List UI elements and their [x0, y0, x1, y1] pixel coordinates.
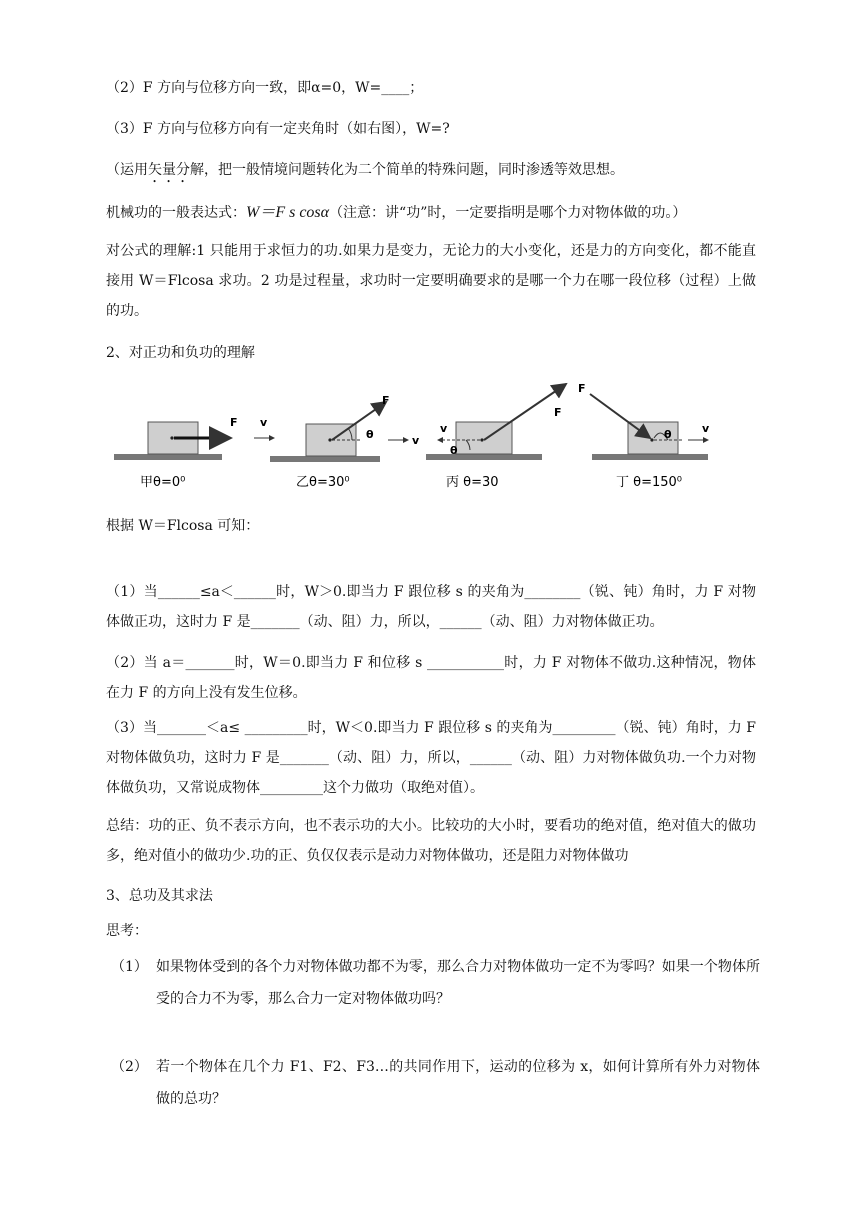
force-label: F [230, 416, 238, 429]
case-caption-ding: 丁 θ=150⁰ [616, 475, 683, 490]
center-dot [170, 436, 173, 439]
case-negative-paragraph: （3）当_______＜a≤ _________时，W＜0.即当力 F 跟位移 s 的夹角为_________（锐、钝）角时，力 F 对物体做负功，这时力 F 是_______（动、阻）力，所以，______（动、阻）力对物体做负功.一个力对物体做负功，又常说成物体_________这个力做功（取绝对值）。 [106, 720, 756, 796]
velocity-label: v [440, 422, 448, 435]
text-line-3 [106, 160, 624, 186]
case-jia [114, 416, 274, 490]
force-label: F [382, 394, 390, 407]
section-heading-2: 2、对正功和负功的理解 [106, 345, 255, 361]
summary-paragraph: 总结：功的正、负不表示方向，也不表示功的大小。比较功的大小时，要看功的绝对值，绝对值大的做功多，绝对值小的做功少.功的正、负仅仅表示是动力对物体做功，还是阻力对物体做功 [106, 818, 756, 864]
text-line-4 [106, 203, 686, 223]
force-angle-diagram [106, 378, 726, 498]
theta-label: θ [664, 428, 672, 441]
ground-bar [114, 454, 222, 460]
center-dot [328, 438, 331, 441]
case-zero-paragraph: （2）当 a＝_______时，W＝0.即当力 F 和位移 s ___________时，力 F 对物体不做功.这种情况，物体在力 F 的方向上没有发生位移。 [106, 655, 756, 701]
velocity-label: v [412, 434, 420, 447]
ground-bar [270, 456, 380, 462]
formula-understanding-paragraph: 对公式的理解:1 只能用于求恒力的功.如果力是变力，无论力的大小变化，还是力的方向变化，都不能直接用 W＝Flcosa 求功。2 功是过程量，求功时一定要明确要求的是哪一个力在哪一段位移（过程）上做的功。 [106, 243, 756, 319]
theta-label: θ [450, 444, 458, 457]
think-item-number-1: （1） [111, 959, 148, 975]
case-caption-jia: 甲θ=0⁰ [140, 475, 186, 490]
think-item-text-2: 若一个物体在几个力 F1、F2、F3…的共同作用下，运动的位移为 x，如何计算所有外力对物体做的总功？ [156, 1059, 760, 1107]
text-line-7: 根据 W＝Flcosa 可知： [106, 518, 260, 534]
force-label: F [554, 406, 562, 419]
emphasis-dotted-text: 矢量分 [148, 162, 190, 178]
work-formula: W＝F s cosα [246, 204, 330, 221]
ground-bar [426, 454, 542, 460]
force-arrow [590, 394, 650, 438]
text-segment: （注意：讲“功”时，一定要指明是哪个力对物体做的功。） [329, 205, 687, 221]
text-segment: 解，把一般情境问题转化为二个简单的特殊问题，同时渗透等效思想。 [190, 162, 624, 178]
section-heading-3: 3、总功及其求法 [106, 888, 213, 904]
case-ding [578, 382, 710, 490]
text-line-1: （2）F 方向与位移方向一致，即α=0，W=____； [106, 80, 424, 96]
case-yi [270, 394, 420, 490]
case-bing [426, 384, 566, 490]
ground-bar [592, 454, 708, 460]
think-item-text-1: 如果物体受到的各个力对物体做功都不为零，那么合力对物体做功一定不为零吗？如果一个物体所受的合力不为零，那么合力一定对物体做功吗？ [156, 959, 760, 1007]
force-label: F [578, 382, 586, 395]
text-segment: （运用 [106, 162, 148, 178]
velocity-label: v [260, 416, 268, 429]
case-caption-bing: 丙 θ=30 [446, 475, 499, 490]
force-arrow [332, 402, 386, 440]
case-caption-yi: 乙θ=30⁰ [296, 475, 350, 490]
center-dot [480, 438, 483, 441]
case-positive-paragraph: （1）当______≤a＜______时，W＞0.即当力 F 跟位移 s 的夹角为________（锐、钝）角时，力 F 对物体做正功，这时力 F 是_______（动、阻）力，所以，______（动、阻）力对物体做正功。 [106, 584, 756, 630]
velocity-label: v [702, 422, 710, 435]
center-dot [650, 438, 653, 441]
text-segment: 机械功的一般表达式： [106, 205, 246, 221]
theta-label: θ [366, 428, 374, 441]
think-heading: 思考： [106, 923, 148, 939]
text-line-2: （3）F 方向与位移方向有一定夹角时（如右图），W=? [106, 121, 450, 137]
think-item-number-2: （2） [111, 1059, 148, 1075]
